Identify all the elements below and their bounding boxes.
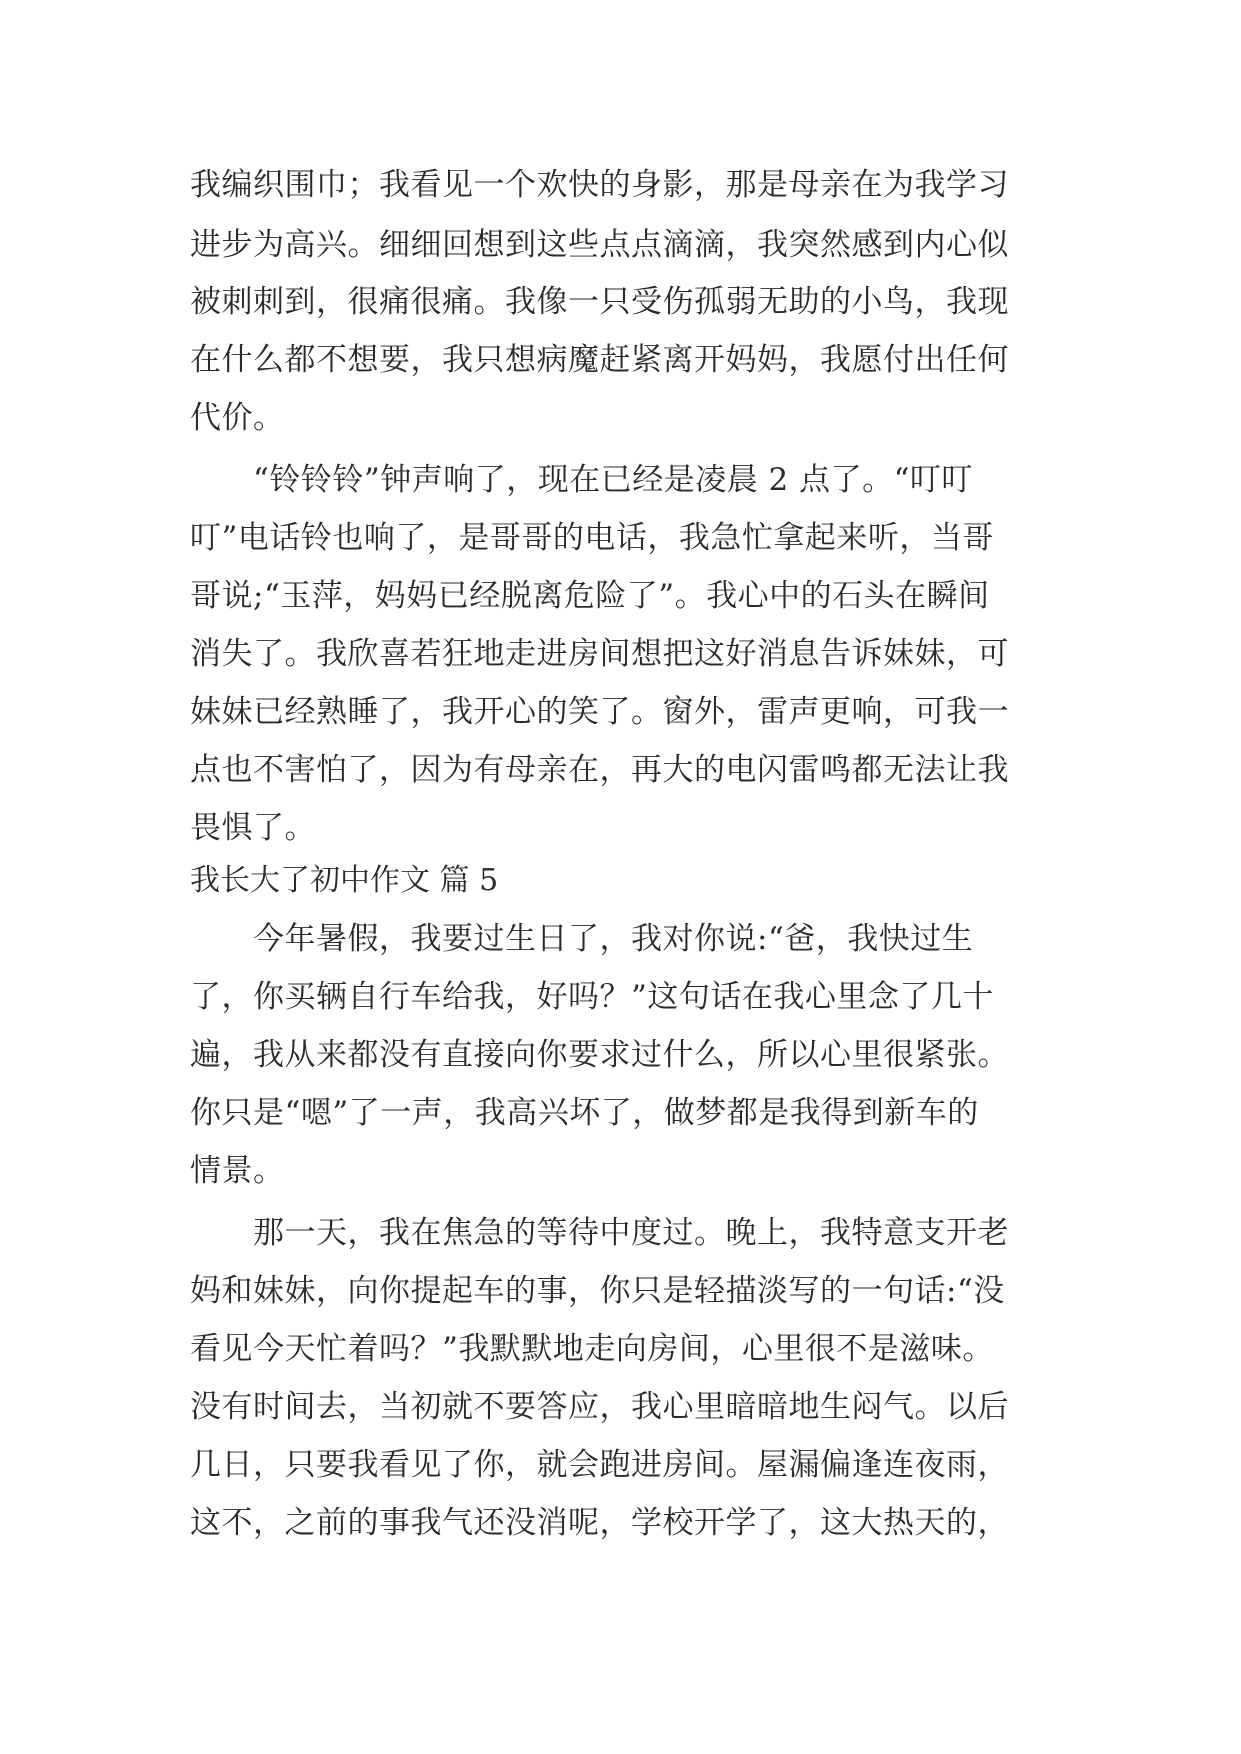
text-line: 了，你买辆自行车给我，好吗？”这句话在我心里念了几十 (190, 979, 994, 1015)
text-line: 被刺刺到，很痛很痛。我像一只受伤孤弱无助的小鸟，我现 (190, 284, 1009, 320)
text-line: 进步为高兴。细细回想到这些点点滴滴，我突然感到内心似 (190, 227, 1009, 263)
paragraph-first-line: “铃铃铃”钟声响了，现在已经是凌晨 2 点了。“叮叮 (253, 462, 973, 498)
text-line: 我编织围巾；我看见一个欢快的身影，那是母亲在为我学习 (190, 167, 1009, 203)
text-line: 叮”电话铃也响了，是哥哥的电话，我急忙拿起来听，当哥 (190, 520, 994, 556)
text-line: 点也不害怕了，因为有母亲在，再大的电闪雷鸣都无法让我 (190, 752, 1009, 788)
text-line: 没有时间去，当初就不要答应，我心里暗暗地生闷气。以后 (190, 1389, 1009, 1425)
text-line: 这不，之前的事我气还没消呢，学校开学了，这大热天的， (190, 1505, 1009, 1541)
text-line: 代价。 (190, 400, 285, 436)
text-line: 你只是“嗯”了一声，我高兴坏了，做梦都是我得到新车的 (190, 1095, 979, 1131)
text-line: 情景。 (190, 1153, 285, 1189)
text-line: 在什么都不想要，我只想病魔赶紧离开妈妈，我愿付出任何 (190, 342, 1009, 378)
paragraph-first-line: 那一天，我在焦急的等待中度过。晚上，我特意支开老 (253, 1215, 1009, 1251)
text-line: 消失了。我欣喜若狂地走进房间想把这好消息告诉妹妹，可 (190, 636, 1009, 672)
text-line: 看见今天忙着吗？”我默默地走向房间，心里很不是滋味。 (190, 1331, 994, 1367)
text-line: 遍，我从来都没有直接向你要求过什么，所以心里很紧张。 (190, 1037, 1009, 1073)
text-line: 妈和妹妹，向你提起车的事，你只是轻描淡写的一句话:“没 (190, 1273, 1005, 1309)
text-line: 妹妹已经熟睡了，我开心的笑了。窗外，雷声更响，可我一 (190, 694, 1009, 730)
paragraph-first-line: 今年暑假，我要过生日了，我对你说:“爸，我快过生 (253, 921, 974, 957)
section-heading: 我长大了初中作文 篇 5 (190, 863, 499, 898)
text-line: 几日，只要我看见了你，就会跑进房间。屋漏偏逢连夜雨， (190, 1447, 1009, 1483)
text-line: 畏惧了。 (190, 810, 316, 846)
text-line: 哥说;“玉萍，妈妈已经脱离危险了”。我心中的石头在瞬间 (190, 578, 990, 614)
